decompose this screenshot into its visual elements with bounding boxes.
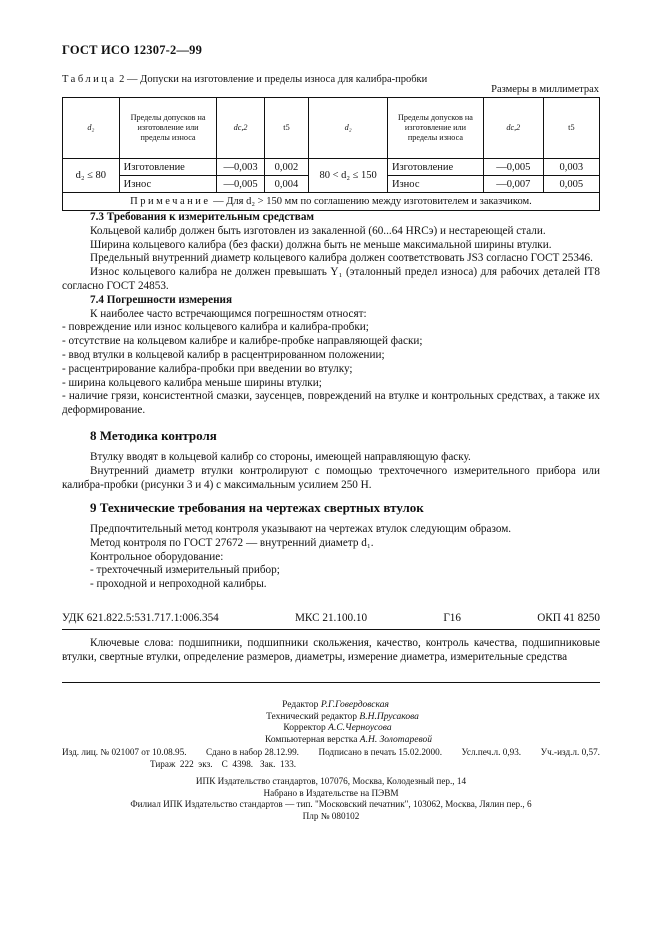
table-cell: —0,003 — [217, 159, 264, 176]
table-cell: 0,004 — [264, 176, 309, 193]
table-cell: 0,005 — [543, 176, 599, 193]
paragraph: Ширина кольцевого калибра (без фаски) должна быть не меньше максимальной ширины втулки. — [90, 238, 552, 251]
paragraph: Контрольное оборудование: — [90, 550, 224, 563]
table-cell: Изготовление — [387, 159, 483, 176]
table-cell: Износ — [119, 176, 217, 193]
imprint-field: Усл.печ.л. 0,93. — [461, 747, 522, 757]
credit-name: В.Н.Прусакова — [359, 711, 419, 722]
imprint-field: Подписано в печать 15.02.2000. — [318, 747, 443, 757]
table-caption-text: 2 — Допуски на изготовление и пределы износа для калибра-пробки — [116, 74, 428, 85]
paragraph: Износ кольцевого калибра не должен превышать Y₁ (эталонный предел износа) для рабочих деталей IT8 согласно ГОСТ 24853. — [62, 266, 600, 292]
table-caption — [62, 74, 427, 85]
table-cell: 0,002 — [264, 159, 309, 176]
list-item: - ширина кольцевого калибра меньше ширины втулки; — [62, 376, 322, 389]
imprint-field: Уч.-изд.л. 0,57. — [540, 747, 600, 757]
credit-role: Редактор — [282, 700, 319, 710]
divider — [62, 682, 600, 683]
credit-row — [0, 700, 661, 712]
right-range-cell: 80 < d₂ ≤ 150 — [309, 159, 388, 193]
list-item: - наличие грязи, консистентной смазки, заусенцев, повреждений на втулке и контрольных средствах, а также их деформирование. — [62, 390, 600, 417]
table-header-cell: Пределы допусков на изготовление или пределы износа — [119, 98, 217, 159]
table-header-cell: dc,2 — [483, 98, 543, 159]
list-item: - повреждение или износ кольцевого калибра и калибра-пробки; — [62, 321, 369, 334]
credit-row — [0, 712, 661, 724]
table-header-cell: dc,2 — [217, 98, 264, 159]
table-note-text: — Для d₂ > 150 мм по соглашению между изготовителем и заказчиком. — [210, 196, 532, 207]
publisher-info — [62, 776, 600, 822]
publisher-line: Филиал ИПК Издательство стандартов — тип. "Московский печатник", 103062, Москва, Лялин пер., 6 — [130, 799, 532, 809]
paragraph: Метод контроля по ГОСТ 27672 — внутренний диаметр d₁. — [90, 536, 374, 549]
credit-role: Корректор — [283, 723, 326, 733]
table-cell: —0,005 — [217, 176, 264, 193]
publisher-line: ИПК Издательство стандартов, 107076, Москва, Колодезный пер., 14 — [195, 776, 467, 786]
table-cell: —0,007 — [483, 176, 543, 193]
imprint-field: Изд. лиц. № 021007 от 10.08.95. — [62, 747, 187, 757]
publisher-line: Плр № 080102 — [302, 810, 360, 821]
section-9-title: 9 Технические требования на чертежах свертных втулок — [90, 500, 424, 515]
section-7-3 — [62, 211, 600, 418]
table-cell: Изготовление — [119, 159, 217, 176]
credit-name: Р.Г.Говердовская — [320, 700, 389, 710]
credit-row — [0, 735, 661, 747]
credit-role: Технический редактор — [266, 711, 358, 722]
classification-line — [62, 612, 600, 624]
imprint — [62, 747, 600, 770]
table-row — [63, 159, 600, 176]
divider — [62, 629, 600, 630]
table-note-row — [63, 193, 600, 211]
credits — [0, 700, 661, 746]
paragraph: Внутренний диаметр втулки контролируют с помощью трехточечного измерительного прибора или калибра-пробки (рисунки 3 и 4) с максимальным усилием 250 Н. — [62, 464, 600, 491]
table-header-cell: d₂ — [63, 98, 120, 159]
table-caption-prefix: Таблица — [62, 74, 117, 85]
section-9 — [62, 523, 600, 592]
paragraph: К наиболее часто встречающимся погрешностям относят: — [90, 307, 367, 320]
keywords: Ключевые слова: подшипники, подшипники скольжения, качество, контроль качества, подшипниковые втулки, свертные втулки, определение размеров, диаметры, измерение диаметра, измерительные средства — [62, 637, 600, 663]
table-header-cell: d₂ — [309, 98, 388, 159]
g-code: Г16 — [443, 612, 461, 624]
list-item: - ввод втулки в кольцевой калибр в расцентрированном положении; — [62, 348, 385, 361]
credit-name: А.С.Черноусова — [328, 723, 392, 733]
list-item: - расцентрирование калибра-пробки при введении во втулку; — [62, 362, 353, 375]
mks-code: МКС 21.100.10 — [294, 612, 368, 624]
table-cell: Износ — [387, 176, 483, 193]
credit-row — [0, 723, 661, 735]
table-cell: —0,005 — [483, 159, 543, 176]
credit-role: Компьютерная верстка — [264, 734, 358, 745]
left-range-cell: d₂ ≤ 80 — [63, 159, 120, 193]
list-item: - проходной и непроходной калибры. — [90, 578, 267, 591]
table-note — [63, 193, 600, 211]
udk-code: УДК 621.822.5:531.717.1:006.354 — [62, 612, 219, 624]
table-cell: 0,003 — [543, 159, 599, 176]
list-item: - трехточечный измерительный прибор; — [90, 564, 280, 577]
table-note-prefix: Примечание — [130, 196, 211, 207]
paragraph: Втулку вводят в кольцевой калибр со стороны, имеющей направляющую фаску. — [90, 451, 471, 463]
imprint-field: Сдано в набор 28.12.99. — [206, 747, 299, 757]
section-title: 7.3 Требования к измерительным средствам — [90, 211, 315, 223]
section-8 — [62, 451, 600, 492]
paragraph: Кольцевой калибр должен быть изготовлен из закаленной (60...64 HRCэ) и нестареющей стали. — [90, 224, 546, 237]
list-item: - отсутствие на кольцевом калибре и калибре-пробке направляющей фаски; — [62, 335, 423, 348]
tolerance-table — [62, 97, 600, 211]
imprint-line — [62, 747, 600, 759]
paragraph: Предельный внутренний диаметр кольцевого калибра должен соответствовать JS3 согласно ГОСТ 25346. — [90, 252, 593, 265]
publisher-line: Набрано в Издательстве на ПЭВМ — [263, 787, 399, 798]
section-title: 7.4 Погрешности измерения — [90, 293, 233, 306]
okp-code: ОКП 41 8250 — [537, 612, 600, 624]
document-header: ГОСТ ИСО 12307-2—99 — [62, 43, 203, 57]
section-8-title: 8 Методика контроля — [90, 428, 217, 443]
imprint-line: Тираж 222 экз. С 4398. Зак. 133. — [150, 758, 297, 769]
table-header-cell: t5 — [264, 98, 309, 159]
table-header-cell: t5 — [543, 98, 599, 159]
credit-name: А.Н. Золотаревой — [359, 734, 433, 745]
table-header-cell: Пределы допусков на изготовление или пределы износа — [387, 98, 483, 159]
table-header-row — [63, 98, 600, 159]
table-units: Размеры в миллиметрах — [491, 84, 599, 95]
paragraph: Предпочтительный метод контроля указывают на чертежах втулок следующим образом. — [90, 523, 512, 535]
